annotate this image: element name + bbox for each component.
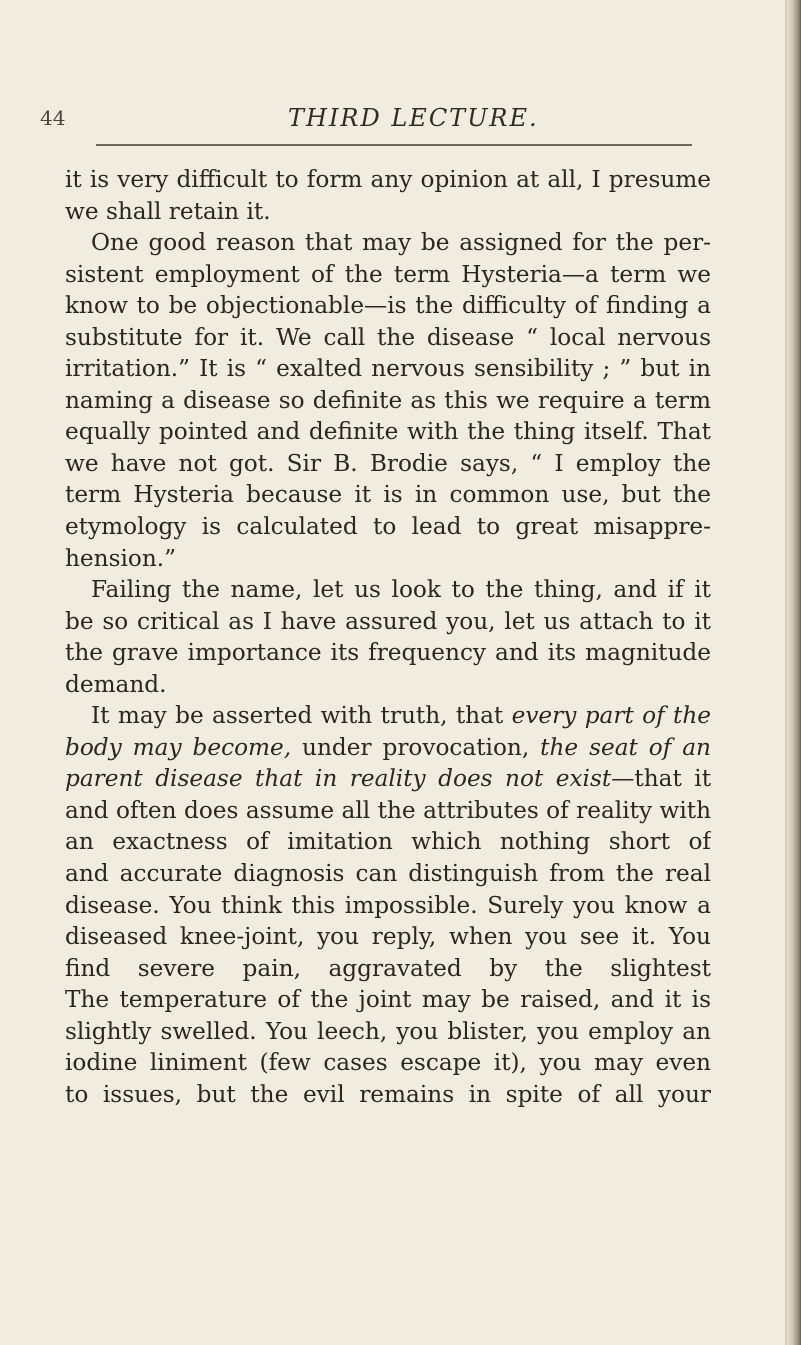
text-line: disease. You think this impossible. Surely you know a — [65, 891, 711, 919]
text-line: sistent employment of the term Hysteria—a term we — [65, 260, 711, 288]
text-line: demand. — [65, 670, 167, 698]
text-line: iodine liniment (few cases escape it), you may even — [65, 1049, 711, 1077]
text-line: Failing the name, let us look to the thing, and if it — [91, 576, 711, 604]
text-line: etymology is calculated to lead to great misappre- — [65, 513, 711, 541]
text-run: —that it — [611, 765, 711, 793]
text-line: to issues, but the evil remains in spite of all your — [65, 1080, 711, 1108]
text-line: equally pointed and definite with the thing itself. That — [65, 418, 711, 446]
text-line: slightly swelled. You leech, you blister, you employ an — [65, 1017, 711, 1045]
text-line — [65, 763, 711, 795]
text-line: we shall retain it. — [65, 197, 271, 225]
body-text — [65, 164, 711, 1110]
page-number: 44 — [40, 106, 66, 130]
italic-run: body may become, — [65, 733, 292, 761]
text-line: an exactness of imitation which nothing short of — [65, 828, 711, 856]
text-line: find severe pain, aggravated by the slightest — [65, 954, 711, 982]
italic-run: parent disease that in reality does not exist — [65, 765, 612, 793]
italic-run: the seat of an — [540, 733, 711, 761]
page-edge — [787, 0, 801, 1345]
text-line: term Hysteria because it is in common use, but the — [65, 481, 711, 509]
text-line: hension.” — [65, 544, 177, 572]
text-line: it is very difficult to form any opinion at all, I presume — [65, 166, 711, 193]
text-line: substitute for it. We call the disease “ local nervous — [65, 323, 711, 351]
header-rule — [96, 144, 692, 146]
text-line: be so critical as I have assured you, let us attach to it — [65, 607, 711, 635]
text-line: The temperature of the joint may be raised, and it is — [65, 986, 711, 1014]
running-head: THIRD LECTURE. — [288, 104, 539, 132]
italic-run: every part of the — [511, 702, 711, 730]
text-run: It may be asserted with truth, that — [91, 702, 512, 730]
text-line: naming a disease so definite as this we require a term — [65, 386, 711, 414]
text-line: we have not got. Sir B. Brodie says, “ I employ the — [65, 449, 711, 477]
text-line: and often does assume all the attributes of reality with — [65, 796, 711, 824]
text-line: and accurate diagnosis can distinguish from the real — [65, 860, 711, 888]
text-line: the grave importance its frequency and its magnitude — [65, 639, 711, 667]
text-line — [65, 732, 711, 764]
page-header — [40, 104, 780, 138]
text-run: under provocation, — [291, 733, 541, 761]
text-line: One good reason that may be assigned for the per- — [91, 229, 711, 257]
text-line — [65, 700, 711, 732]
text-line: know to be objectionable—is the difficulty of finding a — [65, 292, 711, 320]
text-line: irritation.” It is “ exalted nervous sensibility ; ” but in — [65, 355, 711, 383]
text-line: diseased knee-joint, you reply, when you see it. You — [65, 923, 711, 951]
